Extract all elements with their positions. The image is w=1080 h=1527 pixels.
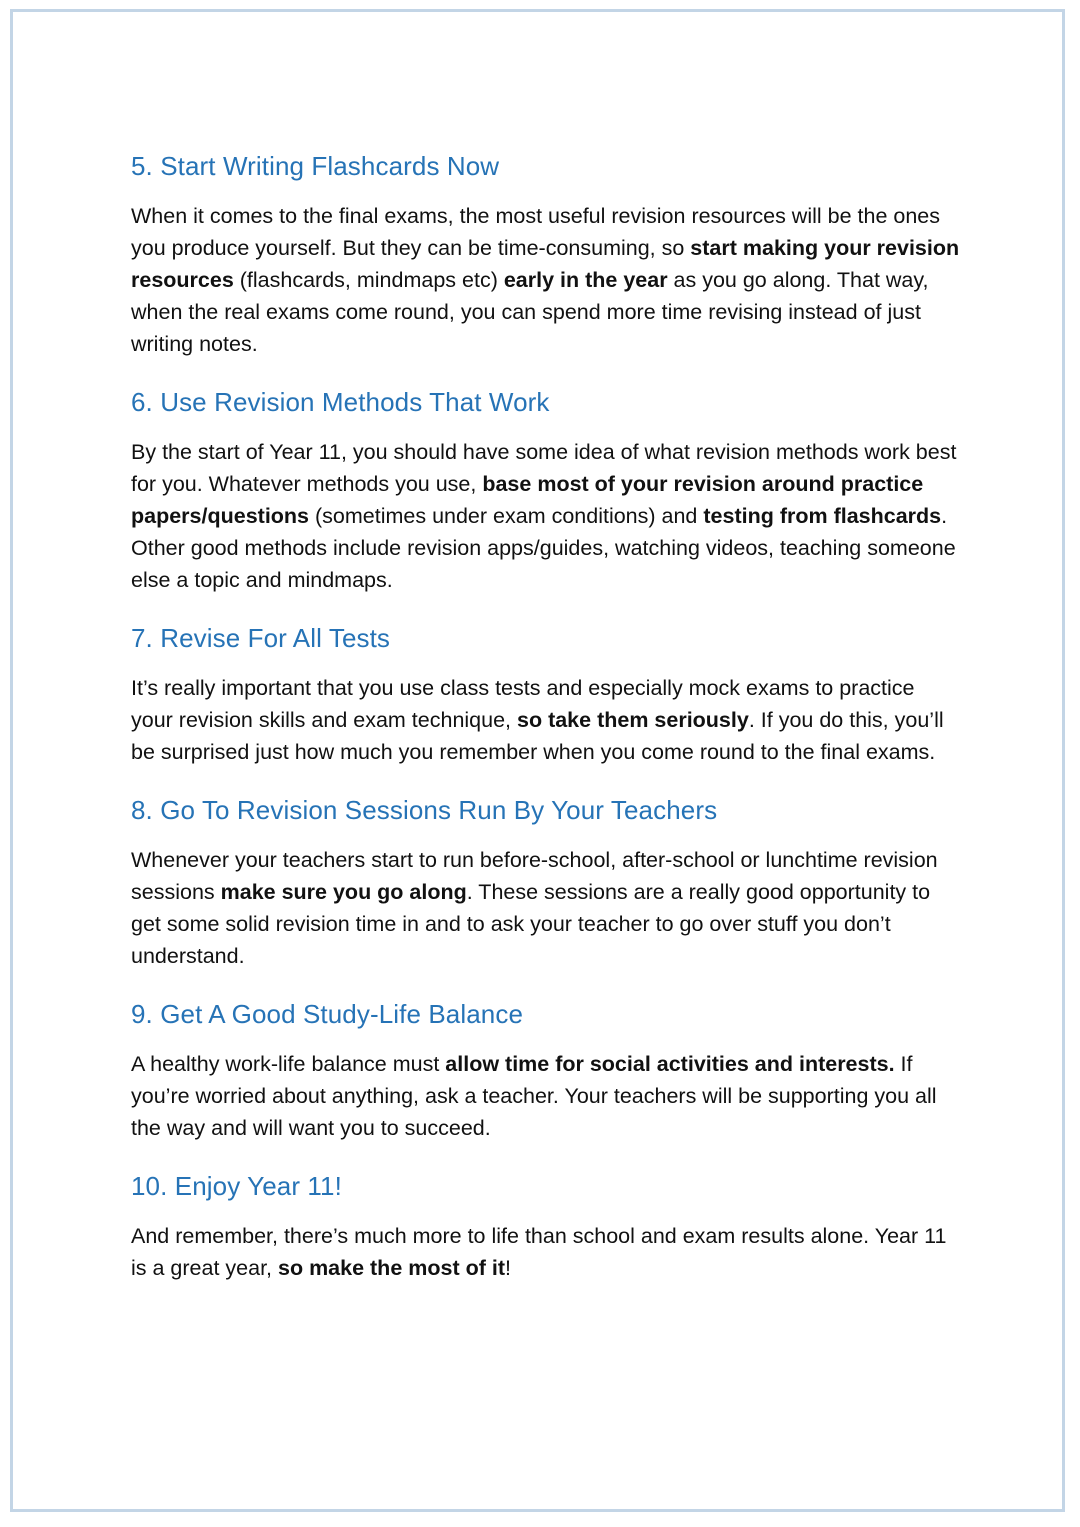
body-text: Whenever your teachers start to run before-school, after-school or lunchtime revision sessions [131, 848, 938, 904]
section-paragraph [131, 1048, 961, 1144]
section-paragraph [131, 436, 961, 596]
section-heading: 10. Enjoy Year 11! [131, 1171, 342, 1201]
body-text: as you go along. That way, when the real exams come round, you can spend more time revising instead of just writing notes. [131, 268, 929, 356]
body-text: ! [505, 1256, 511, 1280]
body-text: . These sessions are a really good opportunity to get some solid revision time in and to ask your teacher to go over stuff you don’t understand. [131, 880, 931, 968]
tip-section [131, 148, 961, 360]
tip-section [131, 1168, 961, 1284]
emphasis-text: base most of your revision around practice papers/questions [131, 472, 924, 528]
body-text: If you’re worried about anything, ask a teacher. Your teachers will be supporting you all the way and will want you to succeed. [131, 1052, 937, 1140]
body-text: A healthy work-life balance must [131, 1052, 446, 1076]
body-text: And remember, there’s much more to life than school and exam results alone. Year 11 is a great year, [131, 1224, 947, 1280]
emphasis-text: so take them seriously [517, 708, 749, 732]
body-text: . Other good methods include revision apps/guides, watching videos, teaching someone else a topic and mindmaps. [131, 504, 956, 592]
tip-section [131, 384, 961, 596]
section-heading: 7. Revise For All Tests [131, 623, 391, 653]
emphasis-text: allow time for social activities and interests. [445, 1052, 895, 1076]
section-heading: 8. Go To Revision Sessions Run By Your Teachers [131, 795, 718, 825]
section-paragraph [131, 1220, 961, 1284]
emphasis-text: make sure you go along [220, 880, 467, 904]
tip-section [131, 620, 961, 768]
tip-section [131, 996, 961, 1144]
section-paragraph [131, 672, 961, 768]
document-content [131, 148, 961, 1308]
section-heading: 5. Start Writing Flashcards Now [131, 151, 500, 181]
body-text: (flashcards, mindmaps etc) [233, 268, 504, 292]
body-text: By the start of Year 11, you should have some idea of what revision methods work best for you. Whatever methods you use, [131, 440, 957, 496]
emphasis-text: early in the year [503, 268, 668, 292]
section-paragraph [131, 844, 961, 972]
emphasis-text: so make the most of it [278, 1256, 505, 1280]
section-paragraph [131, 200, 961, 360]
section-heading: 6. Use Revision Methods That Work [131, 387, 550, 417]
body-text: (sometimes under exam conditions) and [309, 504, 704, 528]
emphasis-text: start making your revision resources [131, 236, 960, 292]
body-text: It’s really important that you use class tests and especially mock exams to practice your revision skills and exam technique, [131, 676, 915, 732]
body-text: . If you do this, you’ll be surprised just how much you remember when you come round to the final exams. [131, 708, 944, 764]
body-text: When it comes to the final exams, the most useful revision resources will be the ones you produce yourself. But they can be time-consuming, so [131, 204, 941, 260]
tip-section [131, 792, 961, 972]
section-heading: 9. Get A Good Study-Life Balance [131, 999, 524, 1029]
emphasis-text: testing from flashcards [703, 504, 942, 528]
